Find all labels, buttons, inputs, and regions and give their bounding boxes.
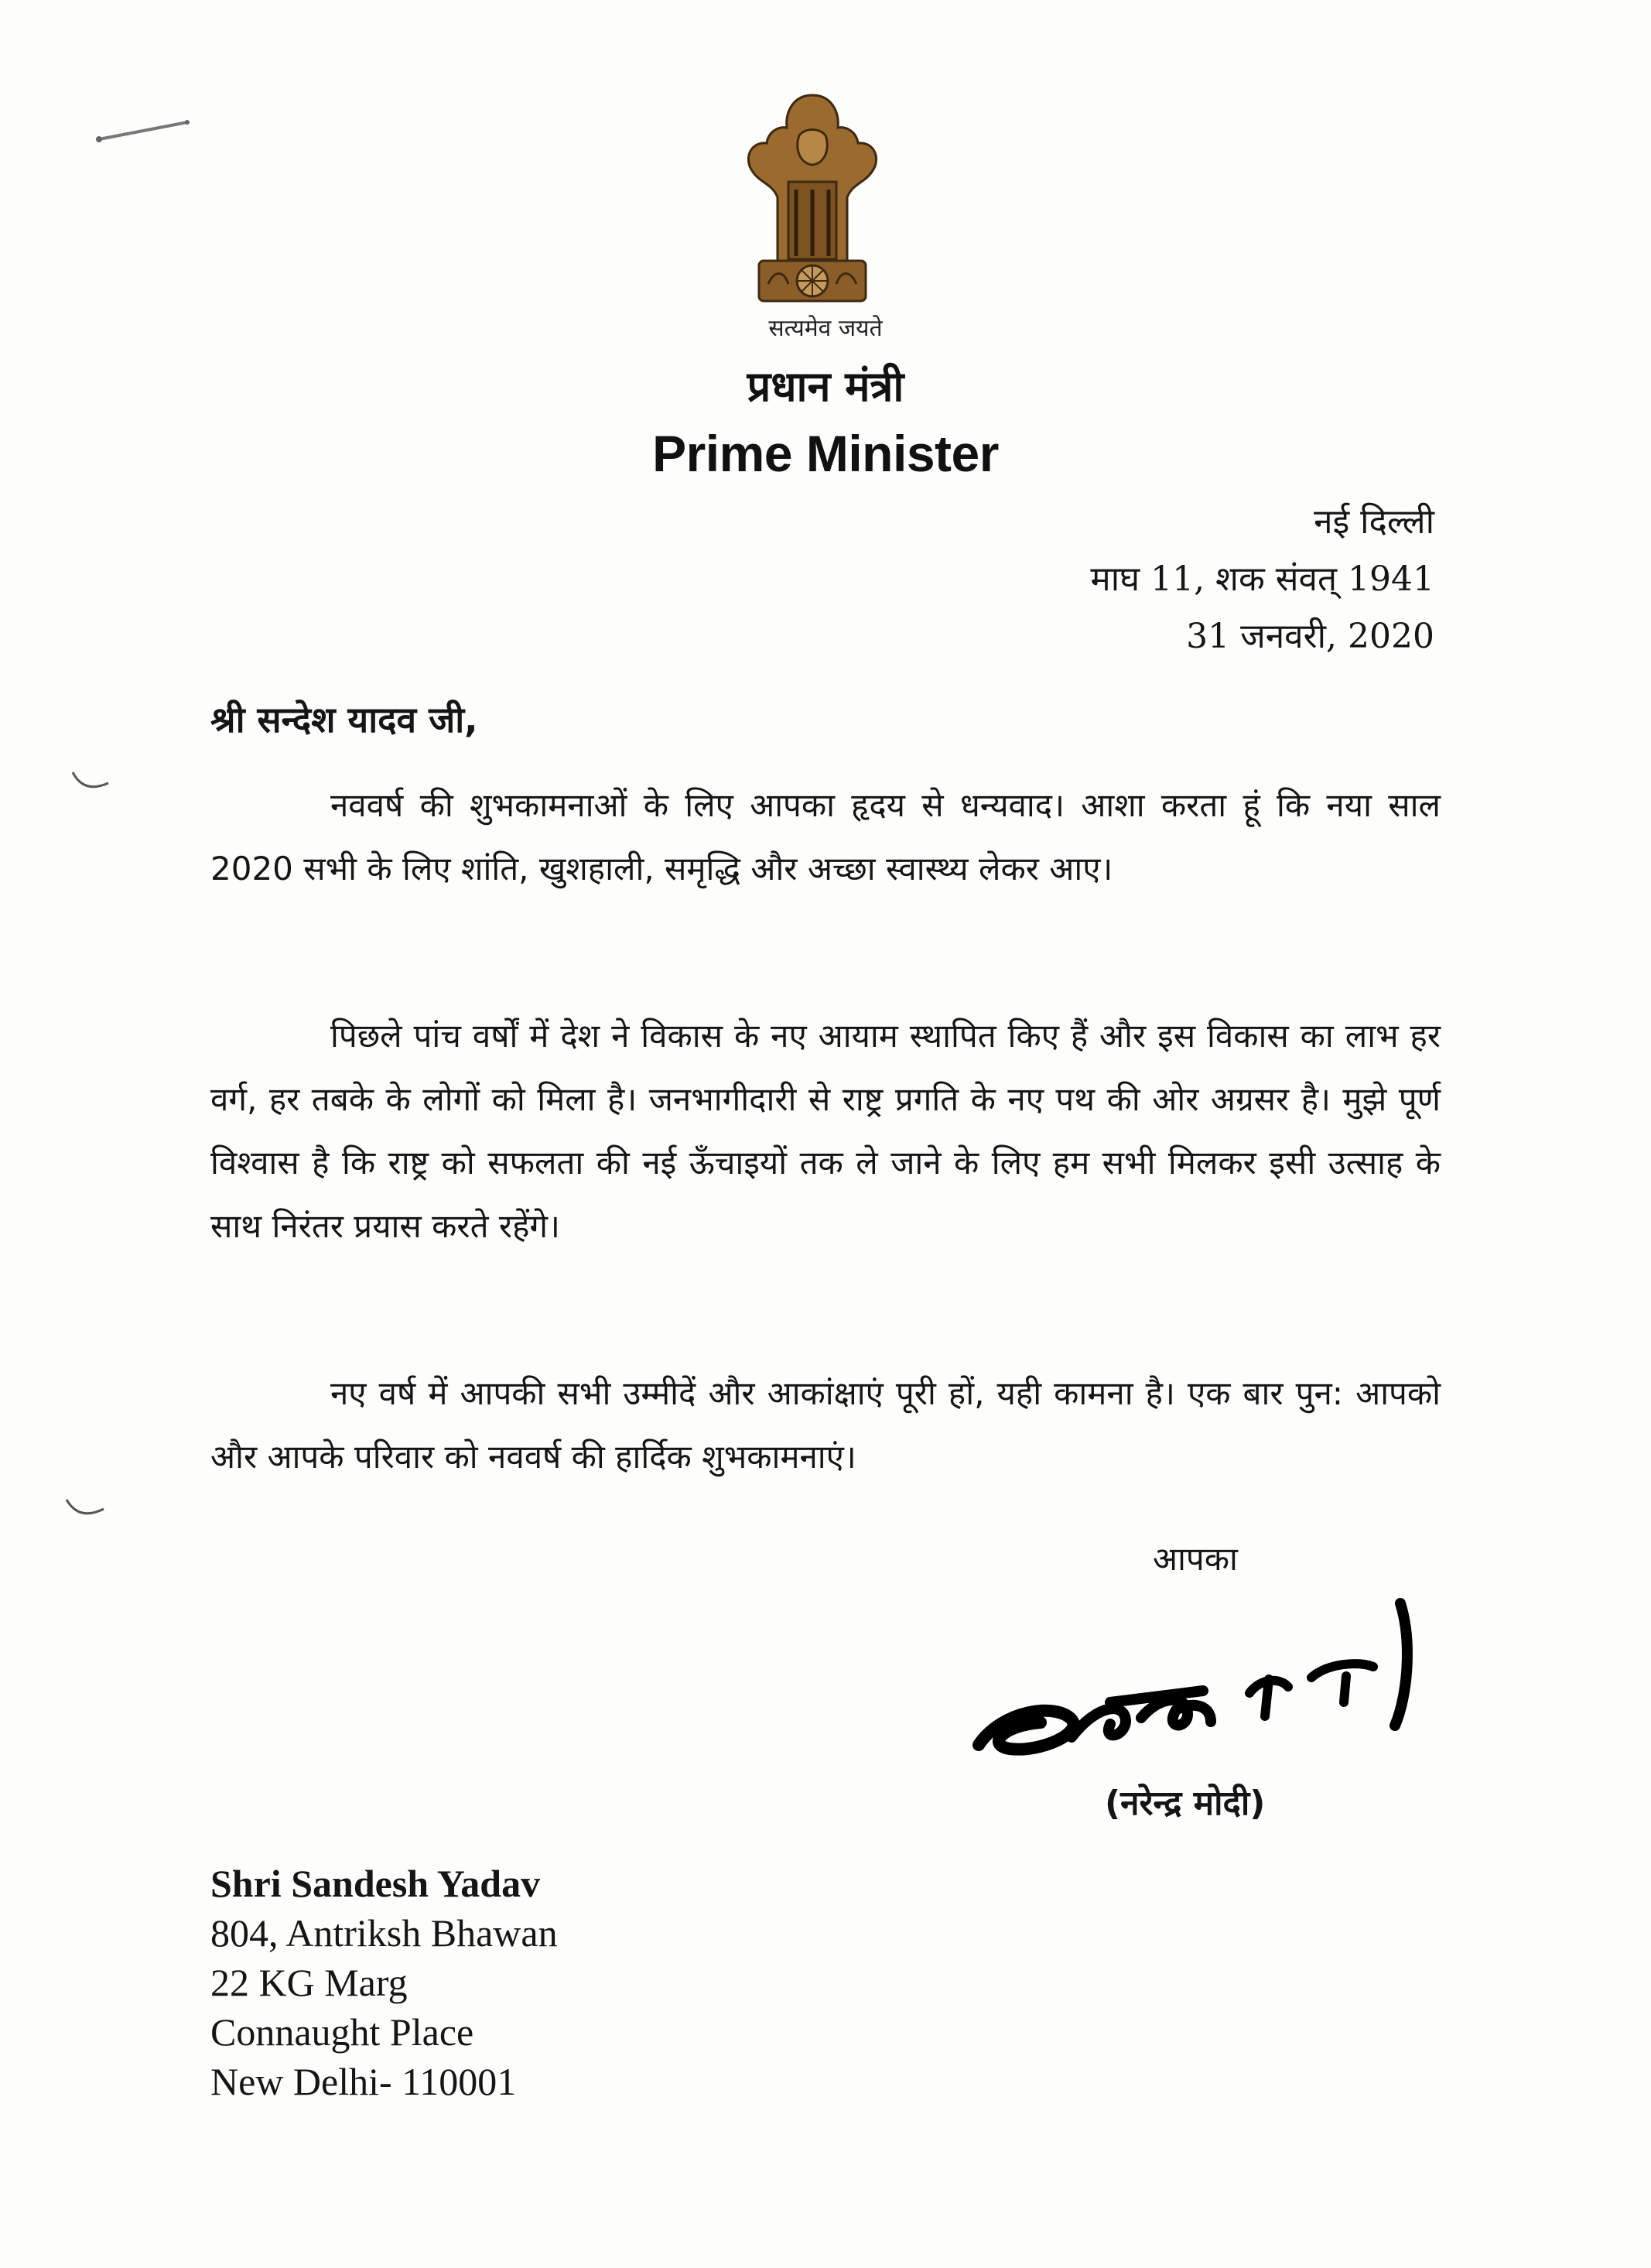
office-title-english: Prime Minister bbox=[652, 425, 999, 482]
letter-paragraph: नववर्ष की शुभकामनाओं के लिए आपका हृदय से धन्यवाद। आशा करता हूं कि नया साल 2020 सभी के लिए शांति, खुशहाली, समृद्धि और अच्छा स्वास्थ्य लेकर आए। bbox=[210, 786, 1441, 888]
address-line: New Delhi- 110001 bbox=[210, 2060, 517, 2103]
address-line: 804, Antriksh Bhawan bbox=[210, 1911, 558, 1955]
punch-hole-mark-icon bbox=[68, 766, 115, 797]
closing-phrase: आपका bbox=[1153, 1540, 1238, 1578]
letter-paragraph: पिछले पांच वर्षों में देश ने विकास के नए आयाम स्थापित किए हैं और इस विकास का लाभ हर वर्ग, हर तबके के लोगों को मिला है। जनभागीदारी से राष्ट्र प्रगति के नए पथ की ओर अग्रसर है। मुझे पूर्ण विश्वास है कि राष्ट्र को सफलता की नई ऊँचाइयों तक ले जाने के लिए हम सभी मिलकर इसी उत्साह के साथ निरंतर प्रयास करते रहेंगे। bbox=[210, 1017, 1441, 1245]
address-line: 22 KG Marg bbox=[210, 1961, 408, 2004]
handwritten-signature-icon bbox=[955, 1586, 1443, 1772]
gregorian-date-line: 31 जनवरी, 2020 bbox=[1186, 617, 1434, 656]
address-line: Connaught Place bbox=[210, 2010, 474, 2054]
recipient-name: Shri Sandesh Yadav bbox=[210, 1862, 541, 1905]
letter-paragraph: नए वर्ष में आपकी सभी उम्मीदें और आकांक्षाएं पूरी हों, यही कामना है। एक बार पुन: आपको और आपके परिवार को नववर्ष की हार्दिक शुभकामनाएं। bbox=[210, 1374, 1441, 1476]
saka-date-line: माघ 11, शक संवत् 1941 bbox=[1090, 559, 1434, 599]
date-block bbox=[1090, 494, 1434, 665]
office-title-hindi: प्रधान मंत्री bbox=[747, 362, 904, 411]
staple-mark-icon bbox=[93, 115, 193, 145]
salutation: श्री सन्देश यादव जी, bbox=[210, 699, 478, 741]
recipient-address bbox=[210, 1859, 558, 2106]
emblem-motto: सत्यमेव जयते bbox=[768, 315, 883, 342]
place-line: नई दिल्ली bbox=[1314, 502, 1434, 542]
signer-name: (नरेन्द्र मोदी) bbox=[1105, 1784, 1266, 1823]
national-emblem-icon bbox=[731, 81, 894, 313]
punch-hole-mark-icon bbox=[62, 1493, 108, 1524]
